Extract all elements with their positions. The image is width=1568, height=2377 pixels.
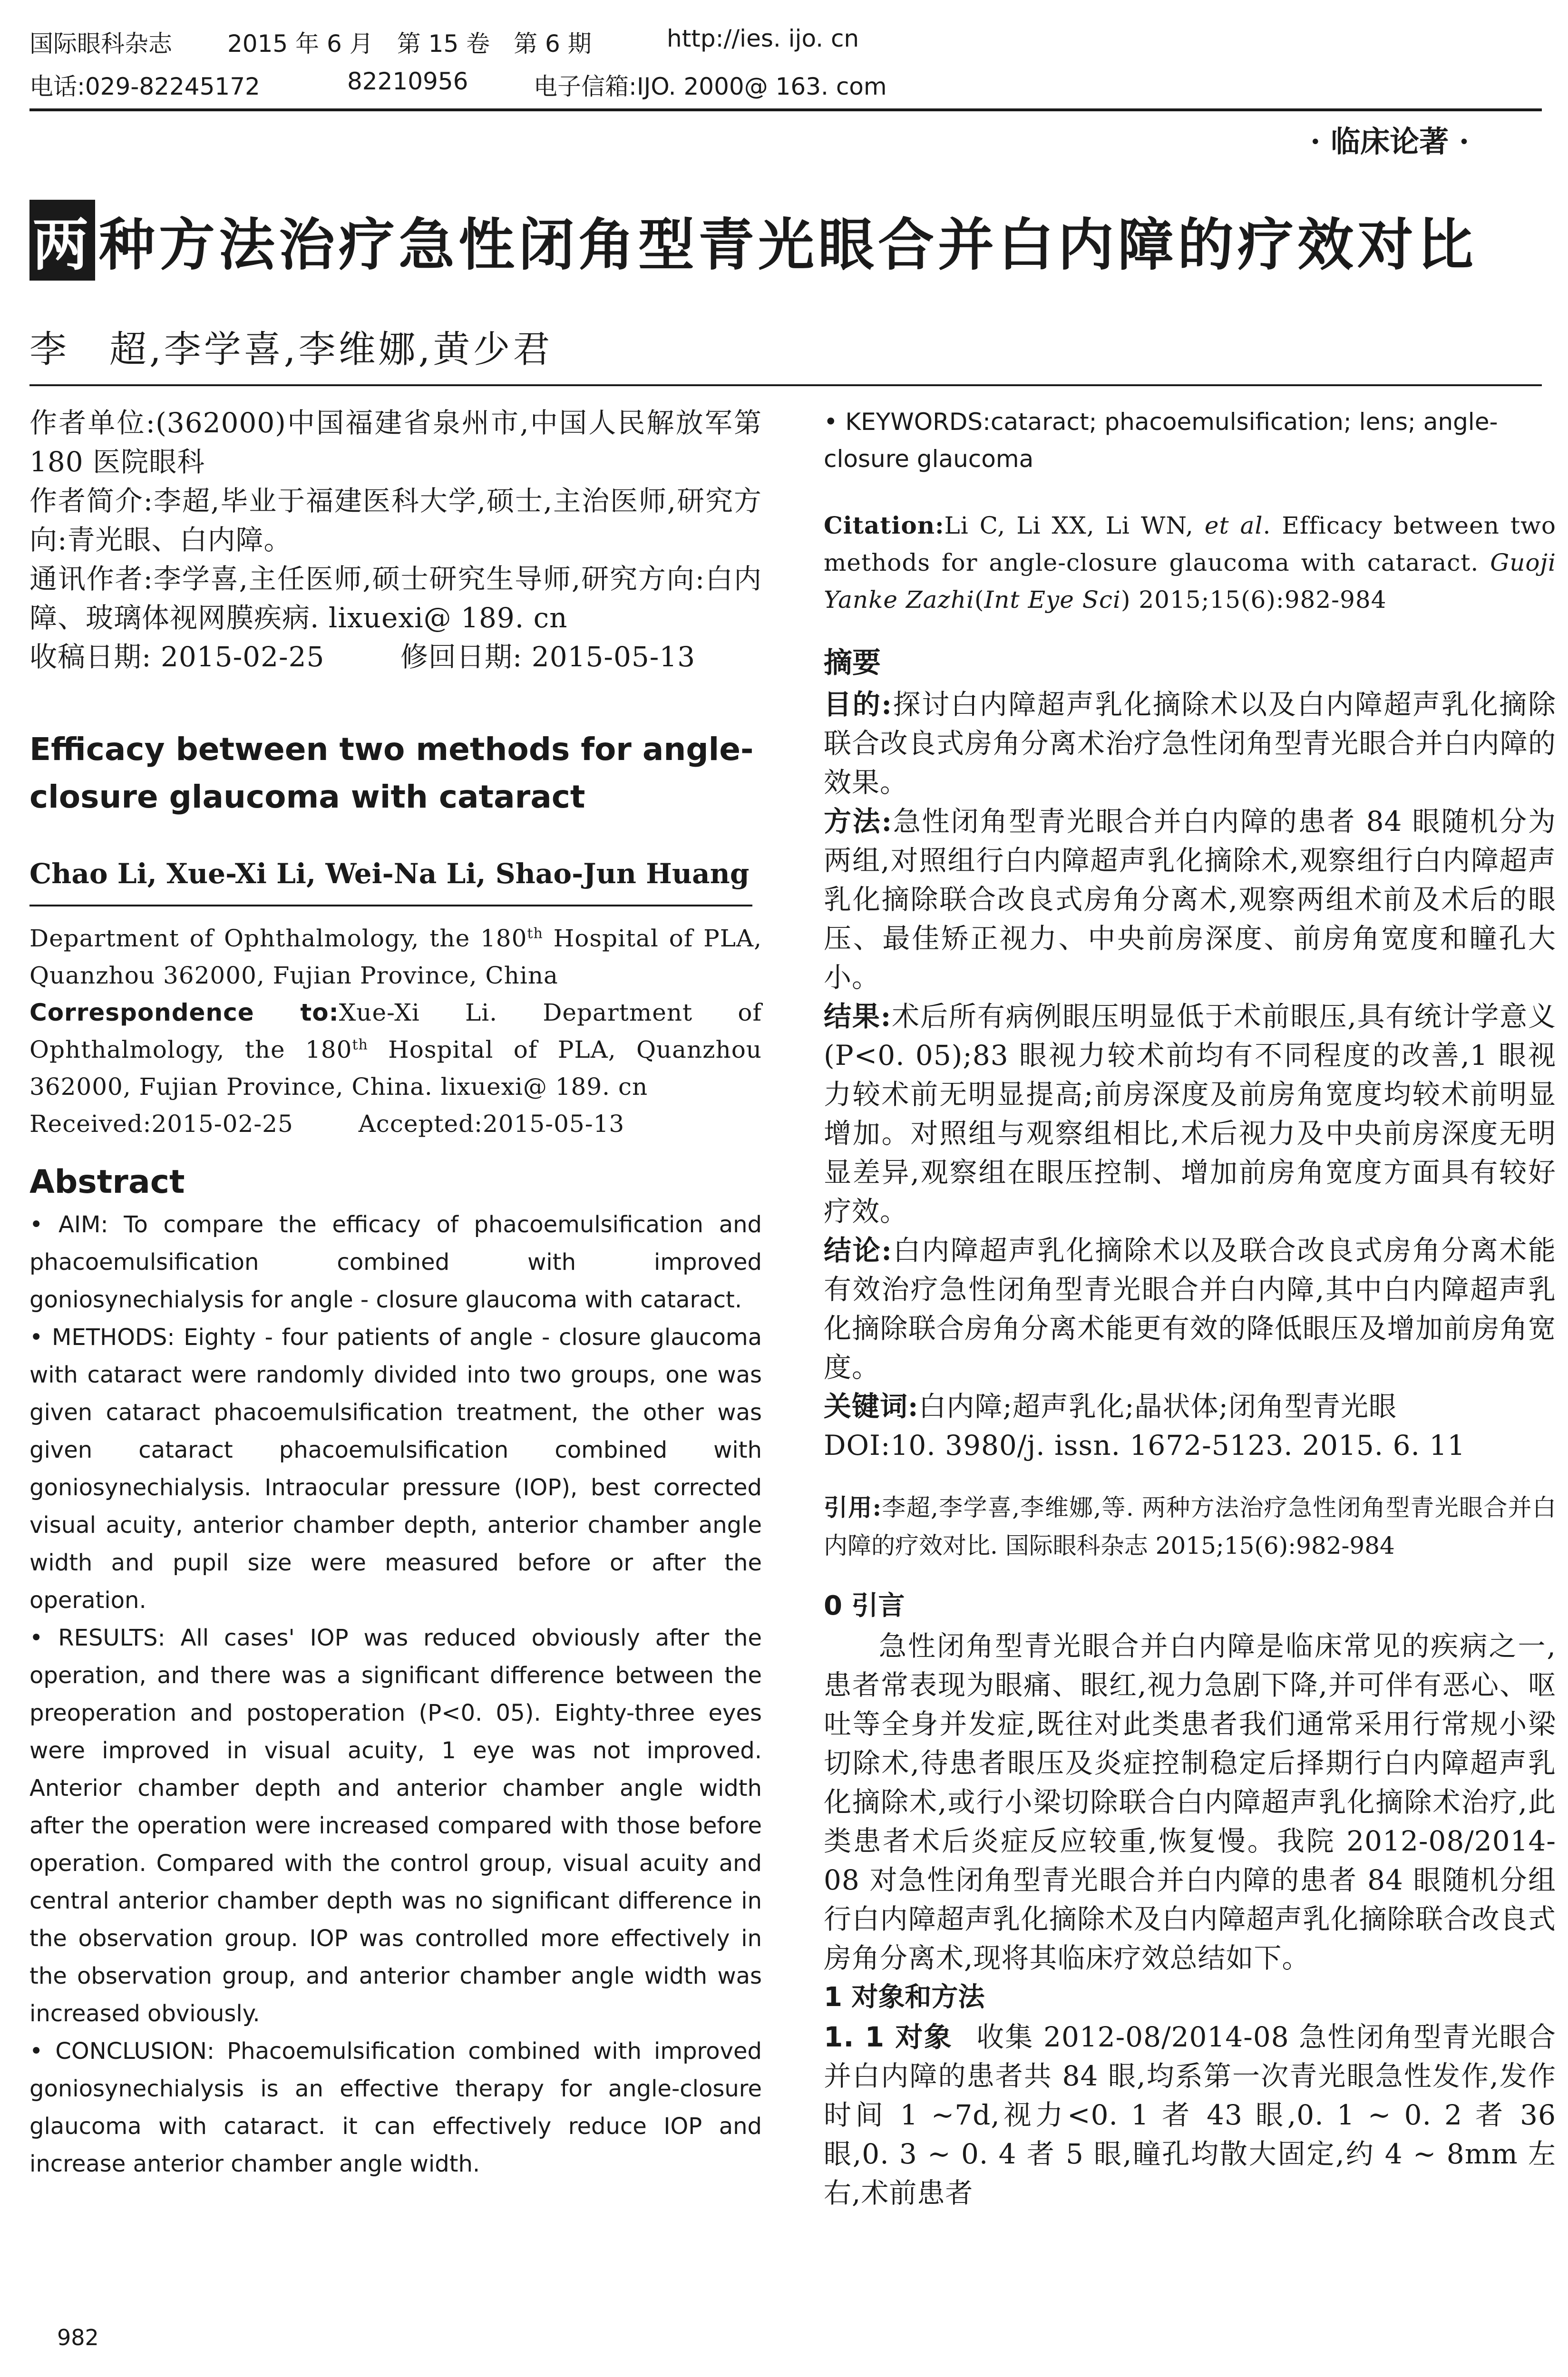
running-header [29,18,1542,108]
title-rule [29,384,1542,386]
author-bio-cn: 作者简介:李超,毕业于福建医科大学,硕士,主治医师,研究方向:青光眼、白内障。 [29,485,762,556]
abstract-aim: • AIM: To compare the efficacy of phacoemulsification and phacoemulsification combined with improved goniosynechialysis for angle - closure glaucoma with cataract. [29,1211,762,1313]
phone-number: 电话:029-82245172 [29,73,260,100]
accepted-date-en: Accepted:2015-05-13 [358,1110,625,1138]
correspondence-label: Correspondence to: [29,999,339,1026]
results-text-cn: 术后所有病例眼压明显低于术前眼压,具有统计学意义(P<0. 05);83 眼视力较术前均有不同程度的改善,1 眼视力较术前无明显提高;前房深度及前房角宽度均较术前明显增加。对照组与观察组相比,术后视力及中央前房深度无明显差异,观察组在眼压控制、增加前房角宽度方面具有较好疗效。 [824,1000,1556,1227]
authors-en: Chao Li, Xue-Xi Li, Wei-Na Li, Shao-Jun Huang [29,857,750,890]
conclusion-text-cn: 白内障超声乳化摘除术以及联合改良式房角分离术能有效治疗急性闭角型青光眼合并白内障,其中白内障超声乳化摘除联合房角分离术能更有效的降低眼压及增加前房角宽度。 [824,1234,1556,1383]
cite-label-cn: 引用: [824,1493,882,1521]
intro-text: 急性闭角型青光眼合并白内障是临床常见的疾病之一,患者常表现为眼痛、眼红,视力急剧下降,并可伴有恶心、呕吐等全身并发症,既往对此类患者我们通常采用行常规小梁切除术,待患者眼压及炎症控制稳定后择期行白内障超声乳化摘除术,或行小梁切除联合白内障超声乳化摘除术治疗,此类患者术后炎症反应较重,恢复慢。我院 2012-08/2014-08 对急性闭角型青光眼合并白内障的患者 84 眼随机分组行白内障超声乳化摘除术及白内障超声乳化摘除联合改良式房角分离术,现将其临床疗效总结如下。 [824,1630,1556,1974]
authors-cn: 李 超,李学喜,李维娜,黄少君 [29,328,553,371]
left-column [29,403,762,2183]
citation-label: Citation: [824,511,945,539]
keywords-en: • KEYWORDS:cataract; phacoemulsification; lens; angle-closure glaucoma [824,408,1498,473]
section1-heading: 1 对象和方法 [824,1982,985,2013]
results-label-cn: 结果: [824,1000,892,1033]
abstract-cn-aim [824,685,1556,802]
methods-text-cn: 急性闭角型青光眼合并白内障的患者 84 眼随机分为两组,对照组行白内障超声乳化摘除术,观察组行白内障超声乳化摘除联合改良式房角分离术,观察两组术前及术后的眼压、最佳矫正视力、中央前房深度、前房角宽度和瞳孔大小。 [824,805,1556,994]
dates-cn [29,637,762,676]
abstract-cn-heading: 摘要 [824,646,881,680]
received-date-cn: 收稿日期: 2015-02-25 [29,641,325,673]
right-column [824,403,1556,2212]
aim-label-cn: 目的: [824,688,892,721]
issue-info: 2015 年 6 月 第 15 卷 第 6 期 [227,30,592,58]
aim-text-cn: 探讨白内障超声乳化摘除术以及白内障超声乳化摘除联合改良式房角分离术治疗急性闭角型青光眼合并白内障的效果。 [824,688,1556,799]
abstract-cn-methods [824,802,1556,997]
intro-heading: 0 引言 [824,1590,905,1621]
journal-url[interactable]: http://ies. ijo. cn [667,25,859,52]
methods-label-cn: 方法: [824,805,893,838]
section-tag: · 临床论著 · [1310,124,1470,159]
cite-cn [824,1489,1556,1565]
page-number: 982 [57,2325,99,2350]
section11-text [824,2017,1556,2212]
abstract-conclusion: • CONCLUSION: Phacoemulsification combined with improved goniosynechialysis is an effective therapy for angle-closure glaucoma with cataract. it can effectively reduce IOP and increase anterior chamber angle width. [29,2038,762,2177]
abstract-results: • RESULTS: All cases' IOP was reduced obviously after the operation, and there was a significant difference between the preoperation and postoperation (P<0. 05). Eighty-three eyes were improved in visual acuity, 1 eye was not improved. Anterior chamber depth and anterior chamber angle width after the operation were increased compared with those before operation. Compared with the control group, visual acuity and central anterior chamber depth was no significant difference in the observation group. IOP was controlled more effectively in the observation group, and anterior chamber angle width was increased obviously. [29,1625,762,2027]
section11-body: 收集 2012-08/2014-08 急性闭角型青光眼合并白内障的患者共 84 眼,均系第一次青光眼急性发作,发作时间 1 ~7d,视力<0. 1 者 43 眼,0. 1 ~ 0. 2 者 36 眼,0. 3 ~ 0. 4 者 5 眼,瞳孔均散大固定,约 4 ~ 8mm 左右,术前患者 [824,2021,1556,2209]
doi[interactable]: DOI:10. 3980/j. issn. 1672-5123. 2015. 6. 11 [824,1429,1466,1461]
keywords-text-cn: 白内障;超声乳化;晶状体;闭角型青光眼 [918,1390,1397,1422]
authors-en-rule [29,905,752,906]
journal-email[interactable]: 电子信箱:IJO. 2000@ 163. com [534,73,887,100]
phone-number-2: 82210956 [347,68,468,95]
dates-en [29,1105,762,1142]
abstract-cn-results [824,997,1556,1231]
keywords-label-cn: 关键词: [824,1390,919,1422]
department-en: Department of Ophthalmology, the 180th Hospital of PLA, Quanzhou 362000, Fujian Province, China [29,925,762,989]
affiliation-cn: 作者单位:(362000)中国福建省泉州市,中国人民解放军第 180 医院眼科 [29,407,762,478]
abstract-cn-conclusion [824,1231,1556,1387]
title-text: 种方法治疗急性闭角型青光眼合并白内障的疗效对比 [99,212,1478,278]
abstract-heading: Abstract [29,1163,185,1201]
title-dropcap: 两 [29,200,95,281]
correspondence-cn: 通讯作者:李学喜,主任医师,硕士研究生导师,研究方向:白内障、玻璃体视网膜疾病. lixuexi@ 189. cn [29,563,762,634]
received-date-en: Received:2015-02-25 [29,1110,293,1138]
journal-name: 国际眼科杂志 [29,30,172,58]
english-title: Efficacy between two methods for angle-closure glaucoma with cataract [29,731,754,815]
abstract-methods: • METHODS: Eighty - four patients of angle - closure glaucoma with cataract were randomly divided into two groups, one was given cataract phacoemulsification treatment, the other was given cataract phacoemulsification combined with goniosynechialysis. Intraocular pressure (IOP), best corrected visual acuity, anterior chamber depth, anterior chamber angle width and pupil size were measured before or after the operation. [29,1324,762,1614]
article-title [29,200,1477,281]
correspondence-email-en[interactable]: lixuexi@ 189. cn [440,1073,648,1101]
section11-label: 1. 1 对象 [824,2021,953,2053]
cite-text-cn: 李超,李学喜,李维娜,等. 两种方法治疗急性闭角型青光眼合并白内障的疗效对比. 国际眼科杂志 2015;15(6):982-984 [824,1494,1556,1559]
keywords-cn [824,1387,1556,1426]
conclusion-label-cn: 结论: [824,1234,892,1266]
correspondence-en: Correspondence to:Xue-Xi Li. Department of Ophthalmology, the 180th Hospital of PLA, Quanzhou 362000, Fujian Province, China. lixuexi@ 189. cn [29,999,762,1101]
citation-en: Citation:Li C, Li XX, Li WN, et al. Efficacy between two methods for angle-closure glaucoma with cataract. Guoji Yanke Zazhi(Int Eye Sci) 2015;15(6):982-984 [824,511,1556,614]
revised-date-cn: 修回日期: 2015-05-13 [400,641,696,673]
header-rule [29,108,1542,111]
